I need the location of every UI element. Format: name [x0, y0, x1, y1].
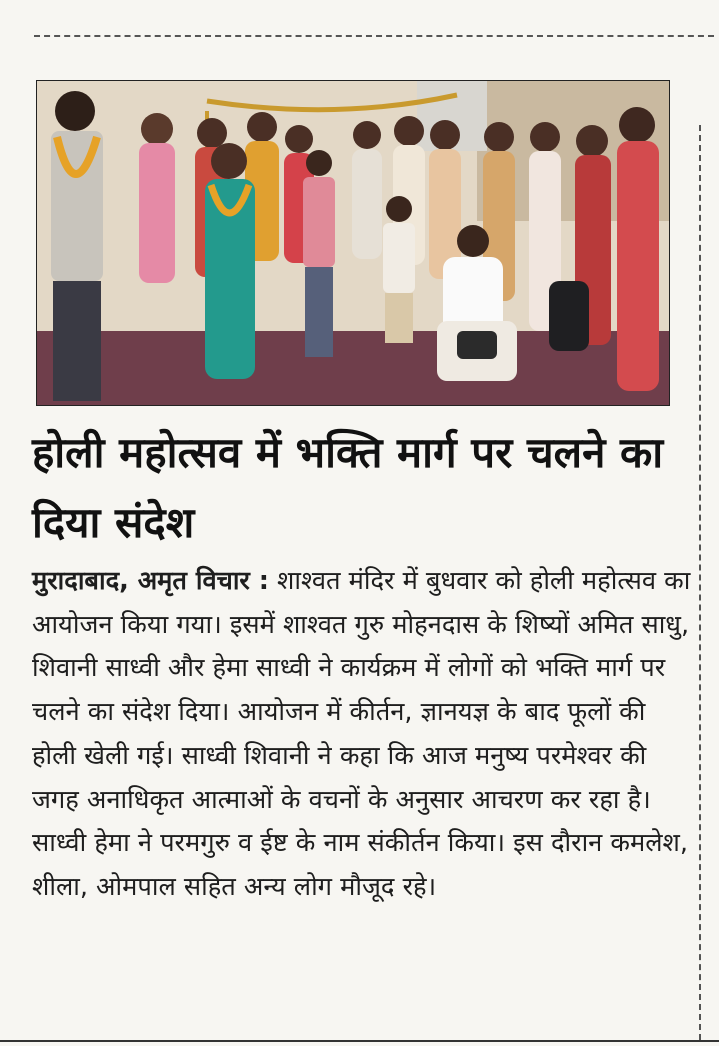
- bottom-rule: [0, 1040, 719, 1042]
- article-dateline: मुरादाबाद, अमृत विचार :: [32, 566, 269, 596]
- previous-article-cutoff: [0, 0, 719, 14]
- group-photo-illustration: [37, 81, 669, 405]
- article-headline: होली महोत्सव में भक्ति मार्ग पर चलने का दिया संदेश: [32, 428, 664, 547]
- section-divider-horizontal: [34, 35, 714, 37]
- article-body-text: शाश्वत मंदिर में बुधवार को होली महोत्सव का आयोजन किया गया। इसमें शाश्वत गुरु मोहनदास के शिष्यों अमित साधु, शिवानी साध्वी और हेमा साध्वी ने कार्यक्रम में लोगों को भक्ति मार्ग पर चलने का संदेश दिया। आयोजन में कीर्तन, ज्ञानयज्ञ के बाद फूलों की होली खेली गई। साध्वी शिवानी ने कहा कि आज मनुष्य परमेश्वर की जगह अनाधिकृत आत्माओं के वचनों के अनुसार आचरण कर रहा है। साध्वी हेमा ने परमगुरु व ईष्ट के नाम संकीर्तन किया। इस दौरान कमलेश, शीला, ओमपाल सहित अन्य लोग मौजूद रहे।: [32, 566, 691, 902]
- article-body: [32, 560, 692, 910]
- column-divider-vertical: [699, 125, 701, 1040]
- news-photo: [36, 80, 670, 406]
